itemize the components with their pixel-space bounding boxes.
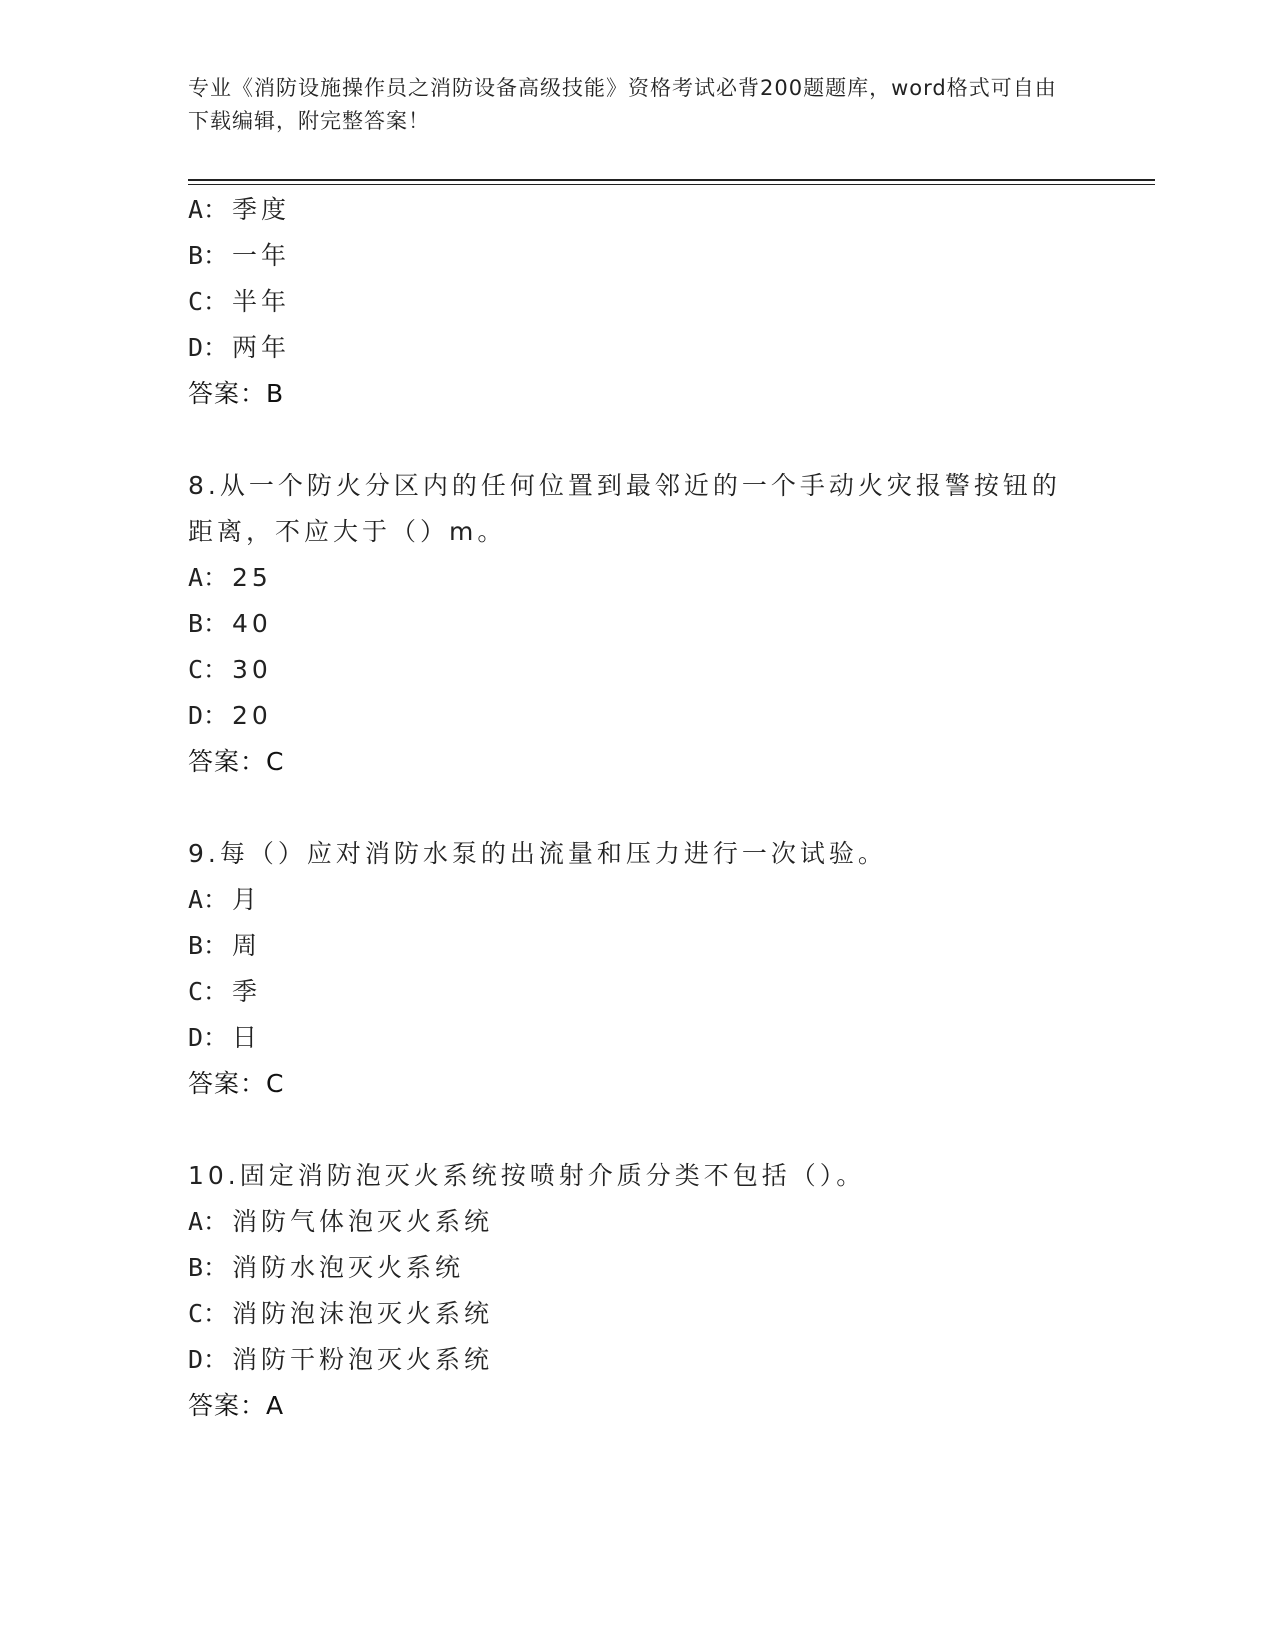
option-d (188, 1337, 1108, 1383)
document-header: 专业《消防设施操作员之消防设备高级技能》资格考试必背200题题库，word格式可自由下载编辑，附完整答案！ (188, 76, 1057, 133)
spacer (188, 785, 1108, 831)
option-text: 消防水泡灭火系统 (232, 1253, 465, 1282)
option-b (188, 601, 1108, 647)
answer-line: 答案：C (188, 1069, 285, 1098)
option-text: 周 (232, 931, 262, 960)
option-d (188, 693, 1108, 739)
option-c (188, 647, 1108, 693)
option-text: 一年 (232, 241, 291, 270)
answer-line: 答案：B (188, 379, 285, 408)
option-d (188, 325, 1108, 371)
option-text: 半年 (232, 287, 291, 316)
header-rule-thin (188, 184, 1155, 185)
question-content (188, 187, 1108, 1429)
option-c (188, 1291, 1108, 1337)
option-text: 30 (232, 655, 272, 684)
answer-line: 答案：A (188, 1391, 285, 1420)
option-label: A： (188, 885, 229, 914)
option-a (188, 877, 1108, 923)
option-label: B： (188, 1253, 229, 1282)
header-rule-thick (188, 179, 1155, 181)
option-label: A： (188, 563, 229, 592)
question-9 (188, 831, 1108, 1107)
option-label: D： (188, 1023, 229, 1052)
option-label: C： (188, 287, 229, 316)
option-text: 消防气体泡灭火系统 (232, 1207, 494, 1236)
option-label: B： (188, 241, 229, 270)
spacer (188, 417, 1108, 463)
option-label: D： (188, 701, 229, 730)
option-text: 消防干粉泡灭火系统 (232, 1345, 494, 1374)
question-stem: 8.从一个防火分区内的任何位置到最邻近的一个手动火灾报警按钮的距离，不应大于（）m。 (188, 471, 1061, 546)
option-a (188, 187, 1108, 233)
option-text: 季 (232, 977, 262, 1006)
partial-question (188, 187, 1108, 417)
question-stem: 9.每（）应对消防水泵的出流量和压力进行一次试验。 (188, 839, 887, 868)
option-label: B： (188, 609, 229, 638)
option-b (188, 1245, 1108, 1291)
option-text: 40 (232, 609, 272, 638)
option-text: 日 (232, 1023, 262, 1052)
option-label: C： (188, 1299, 229, 1328)
option-label: D： (188, 333, 229, 362)
option-c (188, 969, 1108, 1015)
option-b (188, 233, 1108, 279)
option-text: 季度 (232, 195, 291, 224)
option-label: A： (188, 195, 229, 224)
option-text: 消防泡沫泡灭火系统 (232, 1299, 494, 1328)
option-label: A： (188, 1207, 229, 1236)
spacer (188, 1107, 1108, 1153)
question-stem: 10.固定消防泡灭火系统按喷射介质分类不包括（）。 (188, 1161, 866, 1190)
option-a (188, 555, 1108, 601)
option-text: 月 (232, 885, 262, 914)
question-8 (188, 463, 1108, 785)
option-label: C： (188, 655, 229, 684)
option-b (188, 923, 1108, 969)
option-label: B： (188, 931, 229, 960)
option-label: D： (188, 1345, 229, 1374)
option-label: C： (188, 977, 229, 1006)
option-text: 25 (232, 563, 272, 592)
option-c (188, 279, 1108, 325)
option-d (188, 1015, 1108, 1061)
option-text: 20 (232, 701, 272, 730)
answer-line: 答案：C (188, 747, 285, 776)
option-a (188, 1199, 1108, 1245)
question-10 (188, 1153, 1108, 1429)
option-text: 两年 (232, 333, 291, 362)
